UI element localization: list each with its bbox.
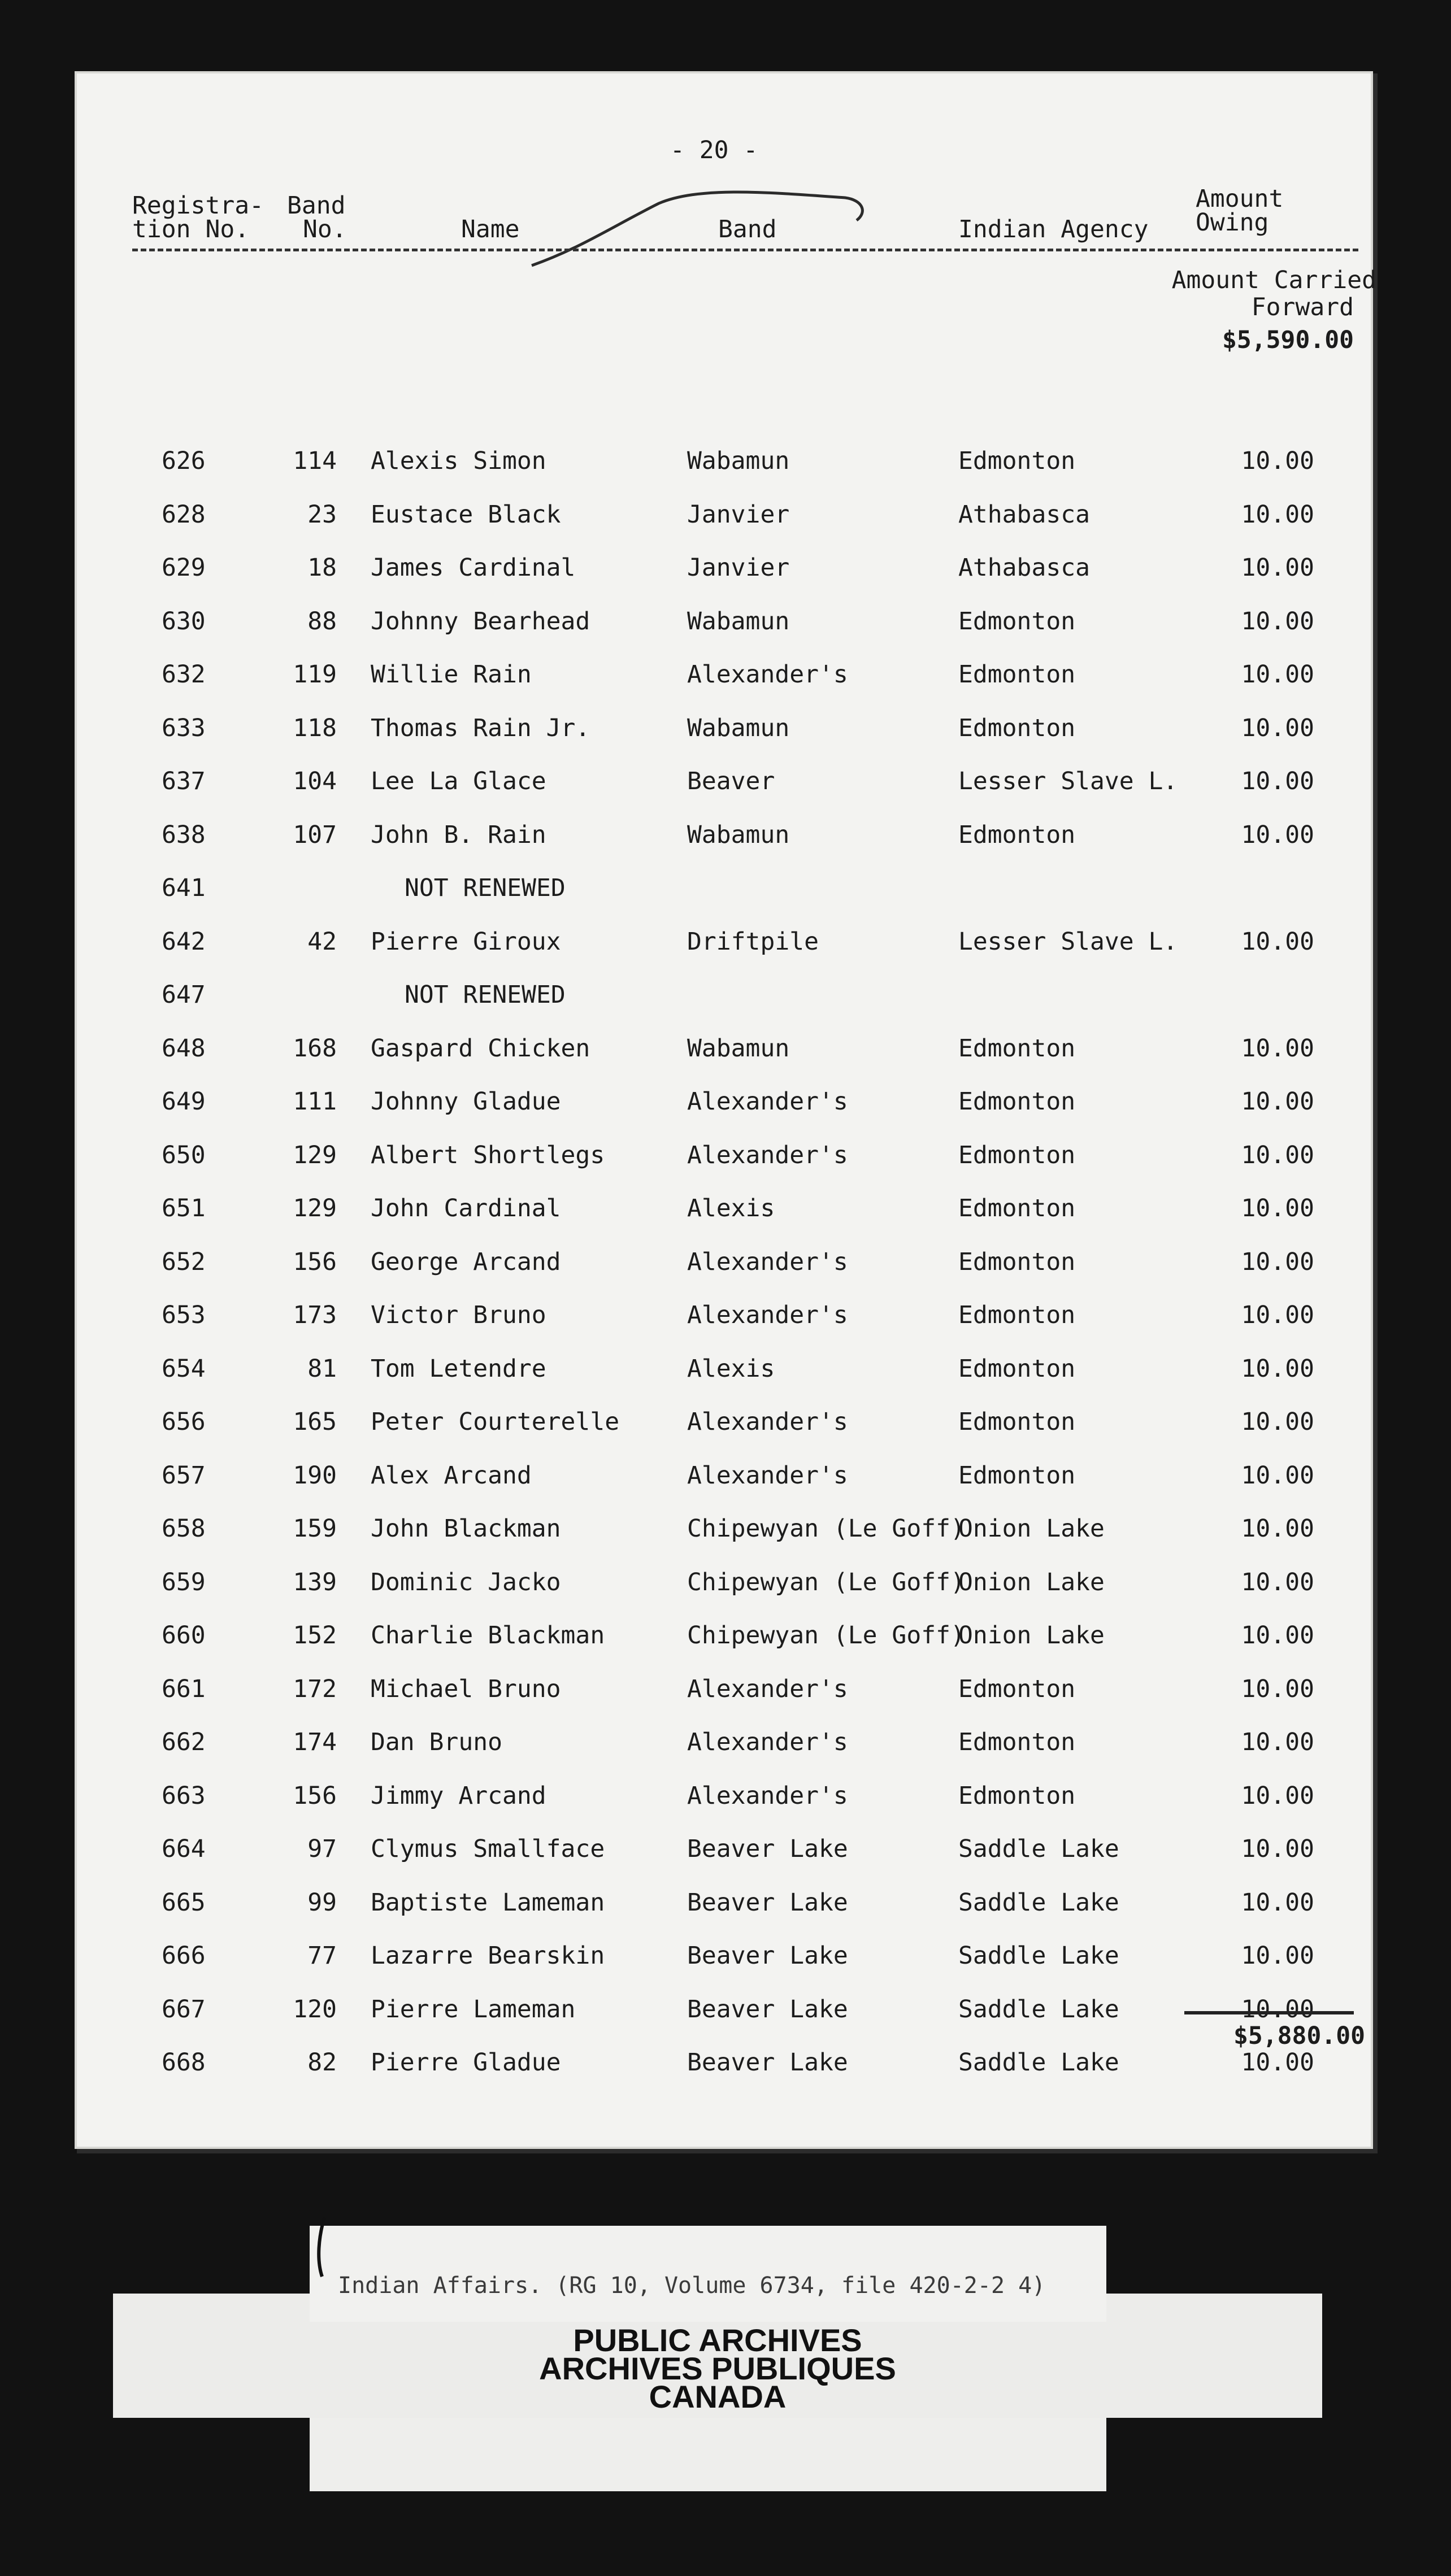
cell-registration: 664 <box>162 1835 206 1863</box>
col-header-bandno-1: Band <box>287 192 346 220</box>
cell-registration: 661 <box>162 1675 206 1703</box>
handwritten-mark <box>529 181 879 271</box>
cell-name: Alexis Simon <box>371 447 546 475</box>
header-divider <box>132 249 1358 251</box>
cell-band-number: 99 <box>307 1889 337 1917</box>
cell-name: Albert Shortlegs <box>371 1141 605 1169</box>
cell-name: Charlie Blackman <box>371 1621 605 1650</box>
cell-agency: Edmonton <box>958 1087 1076 1116</box>
cell-agency: Onion Lake <box>958 1568 1105 1596</box>
cell-amount: 10.00 <box>1241 1782 1314 1810</box>
archive-reference-slip <box>310 2226 1106 2322</box>
cell-registration: 653 <box>162 1301 206 1329</box>
archive-line-1: PUBLIC ARCHIVES <box>573 2322 862 2358</box>
cell-name: Clymus Smallface <box>371 1835 605 1863</box>
cell-agency: Edmonton <box>958 1248 1076 1276</box>
cell-name: Pierre Lameman <box>371 1995 576 2024</box>
cell-registration: 658 <box>162 1515 206 1543</box>
cell-band: Janvier <box>687 554 790 582</box>
archive-line-3: CANADA <box>649 2379 787 2414</box>
cell-registration: 648 <box>162 1034 206 1063</box>
cell-amount: 10.00 <box>1241 1568 1314 1596</box>
cell-band-number: 97 <box>307 1835 337 1863</box>
cell-agency: Lesser Slave L. <box>958 767 1178 795</box>
cell-registration: 629 <box>162 554 206 582</box>
col-header-owing-2: Owing <box>1196 208 1269 237</box>
cell-amount: 10.00 <box>1241 1728 1314 1756</box>
cell-band: Alexander's <box>687 1301 848 1329</box>
cell-band-number: 165 <box>293 1408 337 1436</box>
total-amount: $5,880.00 <box>1233 2022 1365 2050</box>
cell-agency: Edmonton <box>958 607 1076 636</box>
cell-band: Chipewyan (Le Goff) <box>687 1621 965 1650</box>
cell-registration: 632 <box>162 660 206 689</box>
page-number: - 20 - <box>670 136 758 164</box>
cell-band: Beaver Lake <box>687 2048 848 2077</box>
cell-name: Gaspard Chicken <box>371 1034 590 1063</box>
cell-band: Alexander's <box>687 1461 848 1490</box>
cell-name: Michael Bruno <box>371 1675 561 1703</box>
cell-band: Alexis <box>687 1355 775 1383</box>
cell-amount: 10.00 <box>1241 1034 1314 1063</box>
cell-band-number: 173 <box>293 1301 337 1329</box>
cell-name: Dominic Jacko <box>371 1568 561 1596</box>
cell-agency: Edmonton <box>958 1782 1076 1810</box>
col-header-agency: Indian Agency <box>958 215 1149 243</box>
cell-registration: 637 <box>162 767 206 795</box>
cell-band-number: 190 <box>293 1461 337 1490</box>
cell-band: Alexander's <box>687 1782 848 1810</box>
cell-name: George Arcand <box>371 1248 561 1276</box>
cell-band: Driftpile <box>687 928 819 956</box>
archive-slip-lower <box>310 2418 1106 2491</box>
cell-agency: Saddle Lake <box>958 1942 1119 1970</box>
cell-agency: Edmonton <box>958 1194 1076 1222</box>
cell-name: Johnny Gladue <box>371 1087 561 1116</box>
cell-band-number: 111 <box>293 1087 337 1116</box>
cell-amount: 10.00 <box>1241 447 1314 475</box>
cell-band: Wabamun <box>687 821 790 849</box>
cell-band-number: 139 <box>293 1568 337 1596</box>
cell-registration: 657 <box>162 1461 206 1490</box>
archive-line-2: ARCHIVES PUBLIQUES <box>539 2351 896 2386</box>
cell-name: Lazarre Bearskin <box>371 1942 605 1970</box>
cell-band: Beaver Lake <box>687 1889 848 1917</box>
cell-agency: Edmonton <box>958 714 1076 742</box>
cell-agency: Onion Lake <box>958 1515 1105 1543</box>
cell-band-number: 23 <box>307 501 337 529</box>
cell-amount: 10.00 <box>1241 1194 1314 1222</box>
cell-band-number: 174 <box>293 1728 337 1756</box>
cell-name: John Cardinal <box>371 1194 561 1222</box>
cell-band: Beaver Lake <box>687 1835 848 1863</box>
cell-amount: 10.00 <box>1241 501 1314 529</box>
cell-amount: 10.00 <box>1241 1355 1314 1383</box>
cell-name: Eustace Black <box>371 501 561 529</box>
cell-band: Alexander's <box>687 660 848 689</box>
cell-registration: 656 <box>162 1408 206 1436</box>
cell-registration: 662 <box>162 1728 206 1756</box>
cell-band-number: 114 <box>293 447 337 475</box>
cell-registration: 630 <box>162 607 206 636</box>
cell-name: Dan Bruno <box>371 1728 502 1756</box>
cell-agency: Edmonton <box>958 1301 1076 1329</box>
cell-name: Willie Rain <box>371 660 532 689</box>
cell-amount: 10.00 <box>1241 1248 1314 1276</box>
cell-name: Lee La Glace <box>371 767 546 795</box>
cell-amount: 10.00 <box>1241 1995 1314 2024</box>
cell-name: Johnny Bearhead <box>371 607 590 636</box>
cell-agency: Edmonton <box>958 660 1076 689</box>
cell-name: Baptiste Lameman <box>371 1889 605 1917</box>
cell-registration: 667 <box>162 1995 206 2024</box>
cell-agency: Edmonton <box>958 1355 1076 1383</box>
cell-band: Chipewyan (Le Goff) <box>687 1515 965 1543</box>
col-header-owing-1: Amount <box>1196 185 1284 213</box>
cell-band-number: 172 <box>293 1675 337 1703</box>
cell-registration: 641 <box>162 874 206 902</box>
cell-agency: Edmonton <box>958 1675 1076 1703</box>
cell-agency: Saddle Lake <box>958 1835 1119 1863</box>
cell-registration: 666 <box>162 1942 206 1970</box>
cell-name: Alex Arcand <box>371 1461 532 1490</box>
cell-band: Alexander's <box>687 1141 848 1169</box>
cell-band: Janvier <box>687 501 790 529</box>
cell-band-number: 159 <box>293 1515 337 1543</box>
cell-name: NOT RENEWED <box>405 981 566 1009</box>
cell-name: Tom Letendre <box>371 1355 546 1383</box>
cell-band-number: 156 <box>293 1782 337 1810</box>
cell-band-number: 129 <box>293 1194 337 1222</box>
ledger-page <box>77 73 1376 2147</box>
cell-registration: 651 <box>162 1194 206 1222</box>
cell-band-number: 18 <box>307 554 337 582</box>
cell-band: Alexander's <box>687 1675 848 1703</box>
cell-band: Alexander's <box>687 1728 848 1756</box>
carried-forward-label-2: Forward <box>1251 293 1354 321</box>
cell-band-number: 104 <box>293 767 337 795</box>
carried-forward-label-1: Amount Carried <box>1171 266 1376 294</box>
handwritten-tick <box>314 2214 329 2282</box>
col-header-registration-1: Registra- <box>132 192 264 220</box>
col-header-band: Band <box>718 215 777 243</box>
cell-name: Pierre Giroux <box>371 928 561 956</box>
cell-band: Chipewyan (Le Goff) <box>687 1568 965 1596</box>
cell-name: Pierre Gladue <box>371 2048 561 2077</box>
cell-band: Wabamun <box>687 607 790 636</box>
cell-band: Wabamun <box>687 447 790 475</box>
cell-band: Alexander's <box>687 1087 848 1116</box>
cell-registration: 660 <box>162 1621 206 1650</box>
cell-agency: Lesser Slave L. <box>958 928 1178 956</box>
cell-amount: 10.00 <box>1241 1087 1314 1116</box>
cell-agency: Saddle Lake <box>958 2048 1119 2077</box>
cell-name: Victor Bruno <box>371 1301 546 1329</box>
cell-band-number: 77 <box>307 1942 337 1970</box>
cell-agency: Edmonton <box>958 821 1076 849</box>
cell-amount: 10.00 <box>1241 1675 1314 1703</box>
cell-agency: Edmonton <box>958 1141 1076 1169</box>
cell-band-number: 129 <box>293 1141 337 1169</box>
cell-agency: Onion Lake <box>958 1621 1105 1650</box>
cell-amount: 10.00 <box>1241 1621 1314 1650</box>
cell-amount: 10.00 <box>1241 821 1314 849</box>
cell-agency: Athabasca <box>958 554 1090 582</box>
carried-forward-amount: $5,590.00 <box>1222 326 1354 354</box>
archive-reference: Indian Affairs. (RG 10, Volume 6734, file 420-2-2 4) <box>338 2273 1046 2299</box>
cell-registration: 668 <box>162 2048 206 2077</box>
cell-band: Alexander's <box>687 1248 848 1276</box>
cell-band: Alexis <box>687 1194 775 1222</box>
cell-agency: Edmonton <box>958 1728 1076 1756</box>
cell-name: Jimmy Arcand <box>371 1782 546 1810</box>
cell-band-number: 82 <box>307 2048 337 2077</box>
cell-name: John Blackman <box>371 1515 561 1543</box>
cell-band: Wabamun <box>687 714 790 742</box>
cell-agency: Edmonton <box>958 1034 1076 1063</box>
cell-band-number: 119 <box>293 660 337 689</box>
cell-band-number: 118 <box>293 714 337 742</box>
cell-registration: 654 <box>162 1355 206 1383</box>
cell-amount: 10.00 <box>1241 2048 1314 2077</box>
cell-registration: 663 <box>162 1782 206 1810</box>
cell-band: Beaver Lake <box>687 1995 848 2024</box>
cell-agency: Saddle Lake <box>958 1995 1119 2024</box>
cell-amount: 10.00 <box>1241 1141 1314 1169</box>
cell-registration: 626 <box>162 447 206 475</box>
cell-name: Peter Courterelle <box>371 1408 620 1436</box>
cell-registration: 659 <box>162 1568 206 1596</box>
cell-amount: 10.00 <box>1241 554 1314 582</box>
cell-amount: 10.00 <box>1241 607 1314 636</box>
col-header-bandno-2: No. <box>303 215 347 243</box>
cell-registration: 652 <box>162 1248 206 1276</box>
cell-registration: 628 <box>162 501 206 529</box>
cell-band-number: 168 <box>293 1034 337 1063</box>
cell-registration: 647 <box>162 981 206 1009</box>
cell-name: Thomas Rain Jr. <box>371 714 590 742</box>
col-header-name: Name <box>461 215 520 243</box>
cell-amount: 10.00 <box>1241 1461 1314 1490</box>
cell-agency: Athabasca <box>958 501 1090 529</box>
cell-amount: 10.00 <box>1241 928 1314 956</box>
cell-amount: 10.00 <box>1241 767 1314 795</box>
cell-name: James Cardinal <box>371 554 576 582</box>
cell-amount: 10.00 <box>1241 1835 1314 1863</box>
cell-name: NOT RENEWED <box>405 874 566 902</box>
cell-band: Beaver <box>687 767 775 795</box>
cell-agency: Saddle Lake <box>958 1889 1119 1917</box>
cell-band-number: 120 <box>293 1995 337 2024</box>
cell-amount: 10.00 <box>1241 1889 1314 1917</box>
cell-name: John B. Rain <box>371 821 546 849</box>
cell-band-number: 42 <box>307 928 337 956</box>
cell-registration: 633 <box>162 714 206 742</box>
cell-band-number: 152 <box>293 1621 337 1650</box>
total-rule <box>1184 2011 1354 2014</box>
cell-band-number: 88 <box>307 607 337 636</box>
cell-band-number: 81 <box>307 1355 337 1383</box>
cell-registration: 665 <box>162 1889 206 1917</box>
cell-amount: 10.00 <box>1241 1301 1314 1329</box>
cell-registration: 642 <box>162 928 206 956</box>
cell-registration: 638 <box>162 821 206 849</box>
cell-amount: 10.00 <box>1241 1408 1314 1436</box>
cell-amount: 10.00 <box>1241 714 1314 742</box>
cell-amount: 10.00 <box>1241 660 1314 689</box>
cell-registration: 649 <box>162 1087 206 1116</box>
cell-amount: 10.00 <box>1241 1942 1314 1970</box>
cell-band-number: 107 <box>293 821 337 849</box>
cell-band: Beaver Lake <box>687 1942 848 1970</box>
cell-registration: 650 <box>162 1141 206 1169</box>
cell-band: Alexander's <box>687 1408 848 1436</box>
cell-band: Wabamun <box>687 1034 790 1063</box>
cell-agency: Edmonton <box>958 1461 1076 1490</box>
cell-agency: Edmonton <box>958 447 1076 475</box>
col-header-registration-2: tion No. <box>132 215 250 243</box>
cell-band-number: 156 <box>293 1248 337 1276</box>
cell-amount: 10.00 <box>1241 1515 1314 1543</box>
cell-agency: Edmonton <box>958 1408 1076 1436</box>
